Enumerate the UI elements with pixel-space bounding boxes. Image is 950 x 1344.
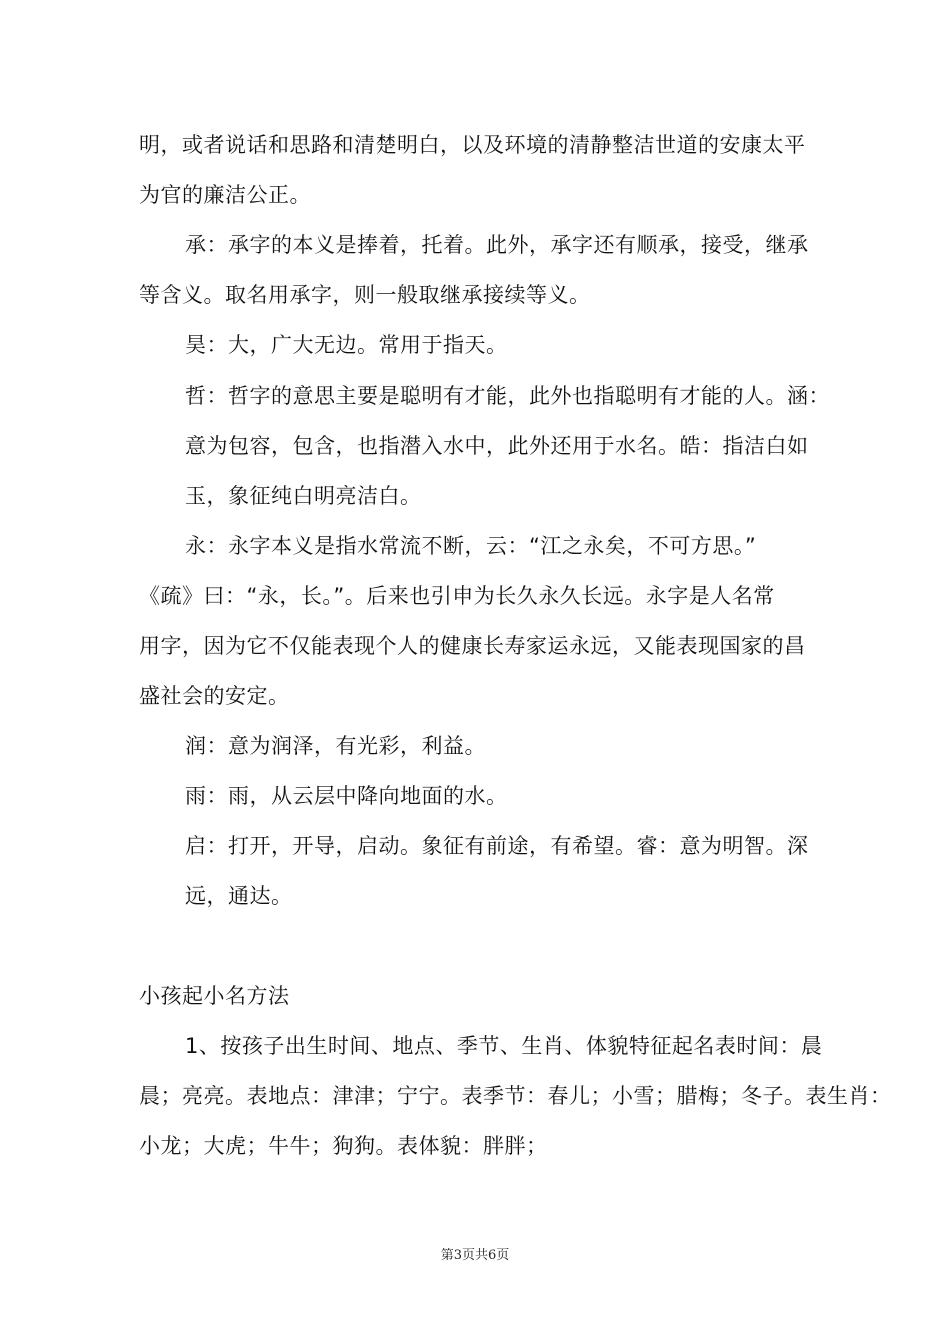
section-heading: 小孩起小名方法 (139, 984, 290, 1008)
text-line: 晨；亮亮。表地点：津津；宁宁。表季节：春儿；小雪；腊梅；冬子。表生肖： (139, 1084, 892, 1108)
text-line: 用字，因为它不仅能表现个人的健康长寿家运永远，又能表现国家的昌 (139, 634, 806, 658)
text-line: 1、按孩子出生时间、地点、季节、生肖、体貌特征起名表时间：晨 (185, 1034, 823, 1058)
text-line: 为官的廉洁公正。 (139, 183, 311, 207)
text-line: 玉，象征纯白明亮洁白。 (185, 484, 422, 508)
text-line: 等含义。取名用承字，则一般取继承接续等义。 (139, 283, 591, 307)
text-line: 雨：雨，从云层中降向地面的水。 (185, 784, 508, 808)
text-line: 远，通达。 (185, 884, 293, 908)
text-line: 意为包容，包含，也指潜入水中，此外还用于水名。皓：指洁白如 (185, 434, 809, 458)
text-line: 小龙；大虎；牛牛；狗狗。表体貌：胖胖； (139, 1134, 548, 1158)
text-line: 永：永字本义是指水常流不断，云：“江之永矣，不可方思。” (185, 534, 757, 558)
text-line: 启：打开，开导，启动。象征有前途，有希望。睿：意为明智。深 (185, 834, 809, 858)
text-line: 承：承字的本义是捧着，托着。此外，承字还有顺承，接受，继承 (185, 233, 809, 257)
text-line: 润：意为润泽，有光彩，利益。 (185, 734, 486, 758)
text-line: 《疏》曰：“永，长。”。后来也引申为长久永久长远。永字是人名常 (139, 584, 775, 608)
text-line: 盛社会的安定。 (139, 684, 290, 708)
text-line: 昊：大，广大无边。常用于指天。 (185, 333, 508, 357)
text-line: 哲：哲字的意思主要是聪明有才能，此外也指聪明有才能的人。涵： (185, 384, 830, 408)
page-footer: 第3页共6页 (440, 1248, 510, 1263)
text-line: 明，或者说话和思路和清楚明白，以及环境的清静整洁世道的安康太平 (139, 133, 806, 157)
